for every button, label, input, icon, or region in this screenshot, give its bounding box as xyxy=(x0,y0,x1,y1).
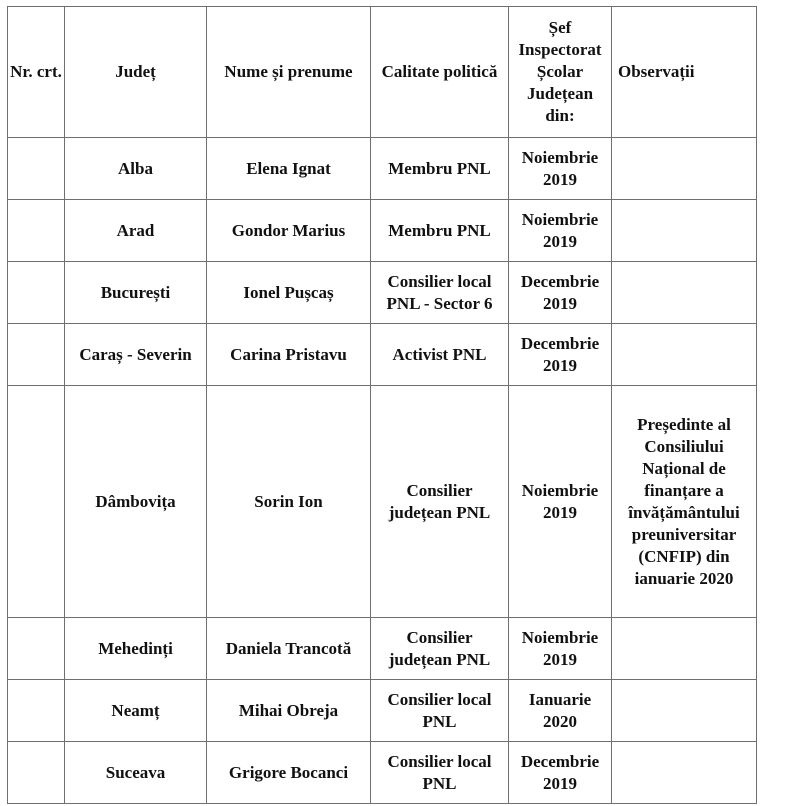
header-sef: Șef Inspectorat Școlar Județean din: xyxy=(509,7,612,138)
cell-nume: Sorin Ion xyxy=(207,386,371,618)
cell-observatii xyxy=(612,262,757,324)
cell-nume: Mihai Obreja xyxy=(207,680,371,742)
cell-observatii xyxy=(612,138,757,200)
cell-sef: Decembrie 2019 xyxy=(509,324,612,386)
cell-judet: Caraș - Severin xyxy=(65,324,207,386)
header-row xyxy=(8,7,757,138)
cell-judet: Arad xyxy=(65,200,207,262)
cell-observatii xyxy=(612,742,757,804)
header-nr: Nr. crt. xyxy=(8,7,65,138)
cell-observatii xyxy=(612,618,757,680)
cell-calitate: Consilier județean PNL xyxy=(371,386,509,618)
cell-nr xyxy=(8,742,65,804)
inspectors-table xyxy=(7,6,757,804)
cell-observatii xyxy=(612,324,757,386)
cell-observatii xyxy=(612,680,757,742)
cell-nr xyxy=(8,324,65,386)
table-row xyxy=(8,200,757,262)
table-row xyxy=(8,680,757,742)
cell-judet: Neamț xyxy=(65,680,207,742)
cell-judet: București xyxy=(65,262,207,324)
cell-sef: Noiembrie 2019 xyxy=(509,386,612,618)
table-row xyxy=(8,742,757,804)
cell-observatii xyxy=(612,200,757,262)
header-judet: Județ xyxy=(65,7,207,138)
cell-sef: Noiembrie 2019 xyxy=(509,200,612,262)
cell-calitate: Membru PNL xyxy=(371,138,509,200)
cell-nr xyxy=(8,680,65,742)
header-nume: Nume și prenume xyxy=(207,7,371,138)
cell-observatii: Președinte al Consiliului Național de finanțare a învățământului preuniversitar (CNFIP) din ianuarie 2020 xyxy=(612,386,757,618)
cell-judet: Dâmbovița xyxy=(65,386,207,618)
cell-nr xyxy=(8,138,65,200)
table-row xyxy=(8,618,757,680)
cell-nume: Grigore Bocanci xyxy=(207,742,371,804)
cell-nume: Ionel Pușcaș xyxy=(207,262,371,324)
cell-calitate: Consilier județean PNL xyxy=(371,618,509,680)
cell-calitate: Membru PNL xyxy=(371,200,509,262)
cell-nr xyxy=(8,200,65,262)
cell-judet: Suceava xyxy=(65,742,207,804)
cell-nume: Elena Ignat xyxy=(207,138,371,200)
cell-sef: Ianuarie 2020 xyxy=(509,680,612,742)
cell-nr xyxy=(8,262,65,324)
cell-nr xyxy=(8,386,65,618)
table-row xyxy=(8,262,757,324)
cell-nume: Daniela Trancotă xyxy=(207,618,371,680)
cell-judet: Mehedinți xyxy=(65,618,207,680)
cell-judet: Alba xyxy=(65,138,207,200)
table-row xyxy=(8,324,757,386)
cell-calitate: Consilier local PNL xyxy=(371,742,509,804)
header-calitate: Calitate politică xyxy=(371,7,509,138)
header-observatii: Observații xyxy=(612,7,757,138)
cell-calitate: Activist PNL xyxy=(371,324,509,386)
cell-nume: Carina Pristavu xyxy=(207,324,371,386)
cell-sef: Decembrie 2019 xyxy=(509,742,612,804)
cell-nr xyxy=(8,618,65,680)
cell-nume: Gondor Marius xyxy=(207,200,371,262)
cell-sef: Decembrie 2019 xyxy=(509,262,612,324)
cell-calitate: Consilier local PNL xyxy=(371,680,509,742)
cell-calitate: Consilier local PNL - Sector 6 xyxy=(371,262,509,324)
cell-sef: Noiembrie 2019 xyxy=(509,138,612,200)
table-row xyxy=(8,138,757,200)
table-row xyxy=(8,386,757,618)
cell-sef: Noiembrie 2019 xyxy=(509,618,612,680)
